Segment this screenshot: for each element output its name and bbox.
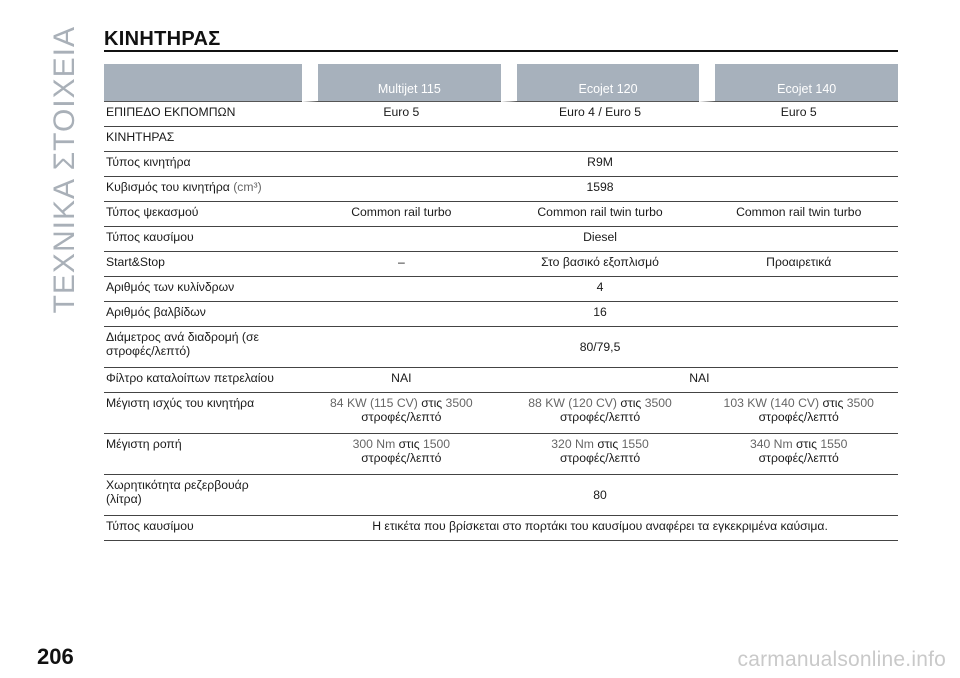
table-row [104,368,898,393]
table-row [104,302,898,327]
row-label-line-2: (λίτρα) [106,492,142,506]
torque-value: 300 Nm [352,437,396,451]
cell-all-models: 16 [302,302,898,327]
rpm-value: 1500 [422,437,451,451]
engine-spec-table [104,64,898,541]
row-label: ΚΙΝΗΤΗΡΑΣ [104,127,302,152]
rpm-value: 3500 [846,396,874,410]
cell-empty [302,127,898,152]
table-row [104,102,898,127]
power-value: 103 KW (140 CV) [723,396,820,410]
table-header-row [104,64,898,102]
row-label: Μέγιστη ροπή [104,434,302,475]
rpm-unit: στροφές/λεπτό [559,410,641,424]
row-label: Τύπος κινητήρα [104,152,302,177]
watermark: carmanualsonline.info [737,648,946,671]
header-ecojet-140: Ecojet 140 [699,64,898,102]
cell-multijet-115: Euro 5 [302,102,501,127]
rpm-unit: στροφές/λεπτό [361,451,442,465]
cell-ecojet-140 [699,434,898,475]
rpm-unit: στροφές/λεπτό [758,410,839,424]
row-label-text: Κυβισμός του κινητήρα [106,180,230,194]
cell-multijet-115: ΝΑΙ [302,368,501,393]
table-row [104,177,898,202]
table-row [104,434,898,475]
at-word: στις [822,396,844,410]
row-label: Αριθμός των κυλίνδρων [104,277,302,302]
header-ecojet-120: Ecojet 120 [501,64,700,102]
cell-all-models: 80 [302,475,898,516]
table-row [104,202,898,227]
row-label: Start&Stop [104,252,302,277]
cell-all-models: 1598 [302,177,898,202]
cell-ecojet-140: Common rail twin turbo [699,202,898,227]
row-label: Τύπος καυσίμου [104,516,302,541]
at-word: στις [597,437,619,451]
torque-value: 320 Nm [551,437,594,451]
row-label [104,327,302,368]
page-number: 206 [37,644,74,669]
cell-multijet-115: – [302,252,501,277]
row-label-line-2: στροφές/λεπτό) [106,344,191,358]
table-row [104,252,898,277]
rpm-value: 3500 [445,396,473,410]
row-label: Τύπος ψεκασμού [104,202,302,227]
row-label: ΕΠΙΠΕΔΟ ΕΚΠΟΜΠΩΝ [104,102,302,127]
rpm-unit: στροφές/λεπτό [559,451,641,465]
cell-all-models: R9M [302,152,898,177]
cell-ecojet-120 [501,434,700,475]
table-row [104,475,898,516]
row-label: Τύπος καυσίμου [104,227,302,252]
rpm-value: 3500 [644,396,672,410]
title-underline [104,50,898,52]
row-label: Αριθμός βαλβίδων [104,302,302,327]
table-row [104,127,898,152]
row-label-line-1: Χωρητικότητα ρεζερβουάρ [106,478,249,492]
row-label [104,177,302,202]
cell-all-models: Diesel [302,227,898,252]
cell-multijet-115 [302,393,501,434]
row-label-line-1: Διάμετρος ανά διαδρομή (σε [106,330,259,344]
cell-ecojet-120: Στο βασικό εξοπλισμό [501,252,700,277]
table-row [104,152,898,177]
cell-ecojet-120: Common rail twin turbo [501,202,700,227]
cell-ecojet-120 [501,393,700,434]
row-label: Μέγιστη ισχύς του κινητήρα [104,393,302,434]
torque-value: 340 Nm [749,437,793,451]
rpm-value: 1550 [621,437,649,451]
section-sidebar [42,26,88,314]
table-row [104,227,898,252]
cell-multijet-115 [302,434,501,475]
cell-ecojet-140: Προαιρετικά [699,252,898,277]
cell-ecojet-140 [699,393,898,434]
rpm-unit: στροφές/λεπτό [361,410,442,424]
at-word: στις [398,437,420,451]
section-sidebar-label: ΤΕΧΝΙΚΑ ΣΤΟΙΧΕΙΑ [48,26,81,314]
table-row [104,516,898,541]
header-cell-empty [104,64,302,102]
rpm-value: 1550 [820,437,848,451]
table-row [104,277,898,302]
cell-ecojet-140: Euro 5 [699,102,898,127]
cell-ecojet-120: Euro 4 / Euro 5 [501,102,700,127]
table-row [104,393,898,434]
power-value: 84 KW (115 CV) [330,396,418,410]
row-label: Φίλτρο καταλοίπων πετρελαίου [104,368,302,393]
row-label [104,475,302,516]
cell-all-models: 80/79,5 [302,327,898,368]
cell-ecojet-models: ΝΑΙ [501,368,898,393]
header-multijet-115: Multijet 115 [302,64,501,102]
cell-all-models: 4 [302,277,898,302]
cell-all-models: Η ετικέτα που βρίσκεται στο πορτάκι του καυσίμου αναφέρει τα εγκεκριμένα καύσιμα. [302,516,898,541]
cell-multijet-115: Common rail turbo [302,202,501,227]
rpm-unit: στροφές/λεπτό [758,451,839,465]
at-word: στις [620,396,642,410]
power-value: 88 KW (120 CV) [528,396,617,410]
table-row [104,327,898,368]
at-word: στις [796,437,817,451]
at-word: στις [421,396,443,410]
row-label-unit: (cm³) [233,180,262,194]
page-title: ΚΙΝΗΤΗΡΑΣ [104,28,221,50]
